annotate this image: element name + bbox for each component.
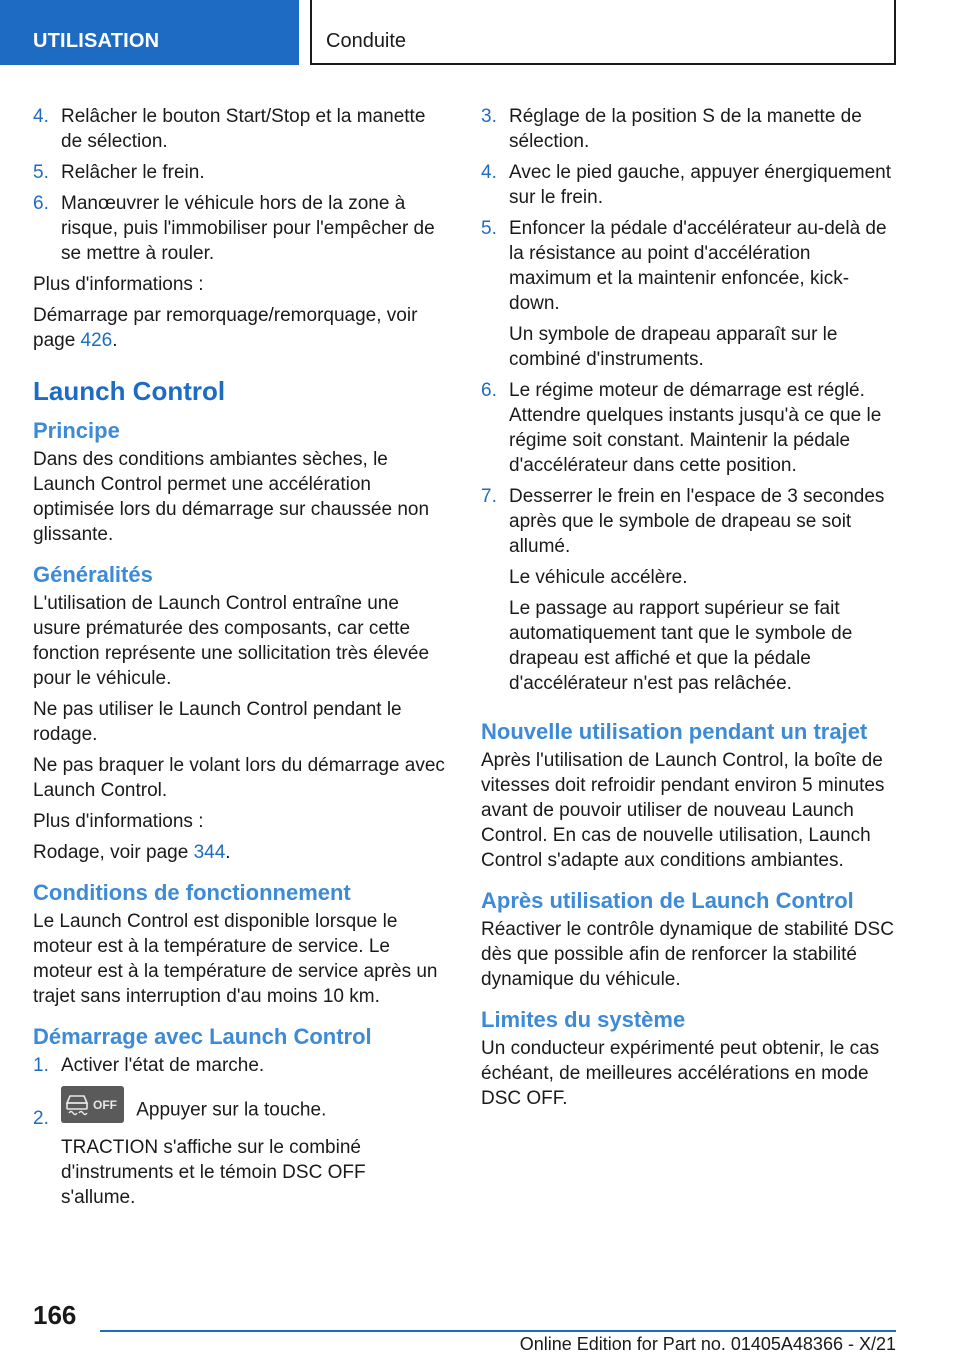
step-number: 4. [33, 106, 49, 127]
traction-off-button-icon [61, 1086, 124, 1123]
step-number: 5. [481, 218, 497, 239]
cross-reference: Rodage, voir page 344. [33, 842, 231, 863]
step-number: 3. [481, 106, 497, 127]
right-column [481, 104, 895, 1117]
subsection-heading: Conditions de fonctionnement [33, 880, 351, 905]
step-text: Manœuvrer le véhicule hors de la zone à risque, puis l'immobiliser pour l'empêcher de se mettre à rouler. [61, 193, 435, 264]
subsection-heading: Principe [33, 418, 120, 443]
step-detail: Un symbole de drapeau apparaît sur le combiné d'instruments. [509, 324, 838, 370]
subsection-heading: Généralités [33, 562, 153, 587]
list-item [33, 1053, 445, 1078]
list-item [33, 104, 445, 154]
page-number: 166 [33, 1300, 77, 1330]
step-text: Activer l'état de marche. [61, 1055, 265, 1076]
list-item [33, 1092, 445, 1129]
section-tab [0, 0, 299, 65]
paragraph: Dans des conditions ambiantes sèches, le Launch Control permet une accélération optimisée lors du démarrage sur chaussée non glissante. [33, 449, 430, 545]
paragraph: Réactiver le contrôle dynamique de stabilité DSC dès que possible afin de renforcer la stabilité dynamique du véhicule. [481, 919, 894, 990]
step-number: 7. [481, 486, 497, 507]
paragraph: Le Launch Control est disponible lorsque le moteur est à la température de service. Le moteur est à la température de service après un trajet sans interruption d'au moins 10 km. [33, 911, 438, 1007]
list-item [481, 378, 895, 478]
step-text: Enfoncer la pédale d'accélérateur au-delà de la résistance au point d'accélération maximum et la maintenir enfoncée, kick-down. [509, 218, 887, 314]
step-number: 1. [33, 1055, 49, 1076]
more-info-label: Plus d'informations : [33, 811, 204, 832]
cross-reference: Démarrage par remorquage/remorquage, voir page 426. [33, 305, 418, 351]
step-text: Réglage de la position S de la manette de sélection. [509, 106, 862, 152]
step-number: 5. [33, 162, 49, 183]
paragraph: Ne pas utiliser le Launch Control pendant le rodage. [33, 699, 402, 745]
list-item [481, 104, 895, 154]
step-text: Le régime moteur de démarrage est réglé. Attendre quelques instants jusqu'à ce que le régime soit constant. Maintenir la pédale d'accélérateur dans cette position. [509, 380, 882, 476]
step-detail: Le véhicule accélère. [509, 567, 688, 588]
list-item [481, 160, 895, 210]
step-text: Desserrer le frein en l'espace de 3 secondes après que le symbole de drapeau se soit allumé. [509, 486, 885, 557]
step-text: Relâcher le bouton Start/Stop et la manette de sélection. [61, 106, 426, 152]
page-link[interactable]: 426 [80, 330, 113, 351]
subsection-heading: Démarrage avec Launch Control [33, 1024, 372, 1049]
footer-rule [100, 1330, 896, 1332]
page-link[interactable]: 344 [193, 842, 226, 863]
paragraph: Après l'utilisation de Launch Control, la boîte de vitesses doit refroidir pendant environ 5 minutes avant de pouvoir utiliser de nouveau Launch Control. En cas de nouvelle utilisation, Launch Control s'adapte aux conditions ambiantes. [481, 750, 885, 871]
edition-note: Online Edition for Part no. 01405A48366 - X/21 [519, 1334, 896, 1354]
paragraph: Un conducteur expérimenté peut obtenir, le cas échéant, de meilleures accélérations en mode DSC OFF. [481, 1038, 880, 1109]
step-number: 6. [33, 193, 49, 214]
step-number: 4. [481, 162, 497, 183]
step-text: Relâcher le frein. [61, 162, 205, 183]
subsection-title: Conduite [326, 30, 407, 52]
step-text: Avec le pied gauche, appuyer énergiquement sur le frein. [509, 162, 892, 208]
list-item [481, 216, 895, 316]
subsection-heading: Limites du système [481, 1007, 686, 1032]
list-item [33, 160, 445, 185]
paragraph: Ne pas braquer le volant lors du démarrage avec Launch Control. [33, 755, 445, 801]
more-info-label: Plus d'informations : [33, 274, 204, 295]
svg-text:OFF: OFF [93, 1098, 117, 1112]
step-number: 6. [481, 380, 497, 401]
subsection-heading: Nouvelle utilisation pendant un trajet [481, 719, 868, 744]
left-column [33, 104, 445, 1216]
section-title: UTILISATION [33, 30, 160, 52]
section-heading: Launch Control [33, 376, 226, 406]
paragraph: L'utilisation de Launch Control entraîne une usure prématurée des composants, car cette fonction représente une sollicitation très élevée pour le véhicule. [33, 593, 430, 689]
list-item [481, 484, 895, 559]
step-text: Appuyer sur la touche. [136, 1099, 327, 1121]
list-item [33, 191, 445, 266]
step-number: 2. [33, 1108, 49, 1129]
step-detail: TRACTION s'affiche sur le combiné d'instruments et le témoin DSC OFF s'allume. [61, 1137, 366, 1208]
subsection-box [310, 0, 896, 65]
step-detail: Le passage au rapport supérieur se fait automatiquement tant que le symbole de drapeau est affiché et que la pédale d'accélérateur n'est pas relâchée. [509, 598, 853, 694]
subsection-heading: Après utilisation de Launch Control [481, 888, 854, 913]
